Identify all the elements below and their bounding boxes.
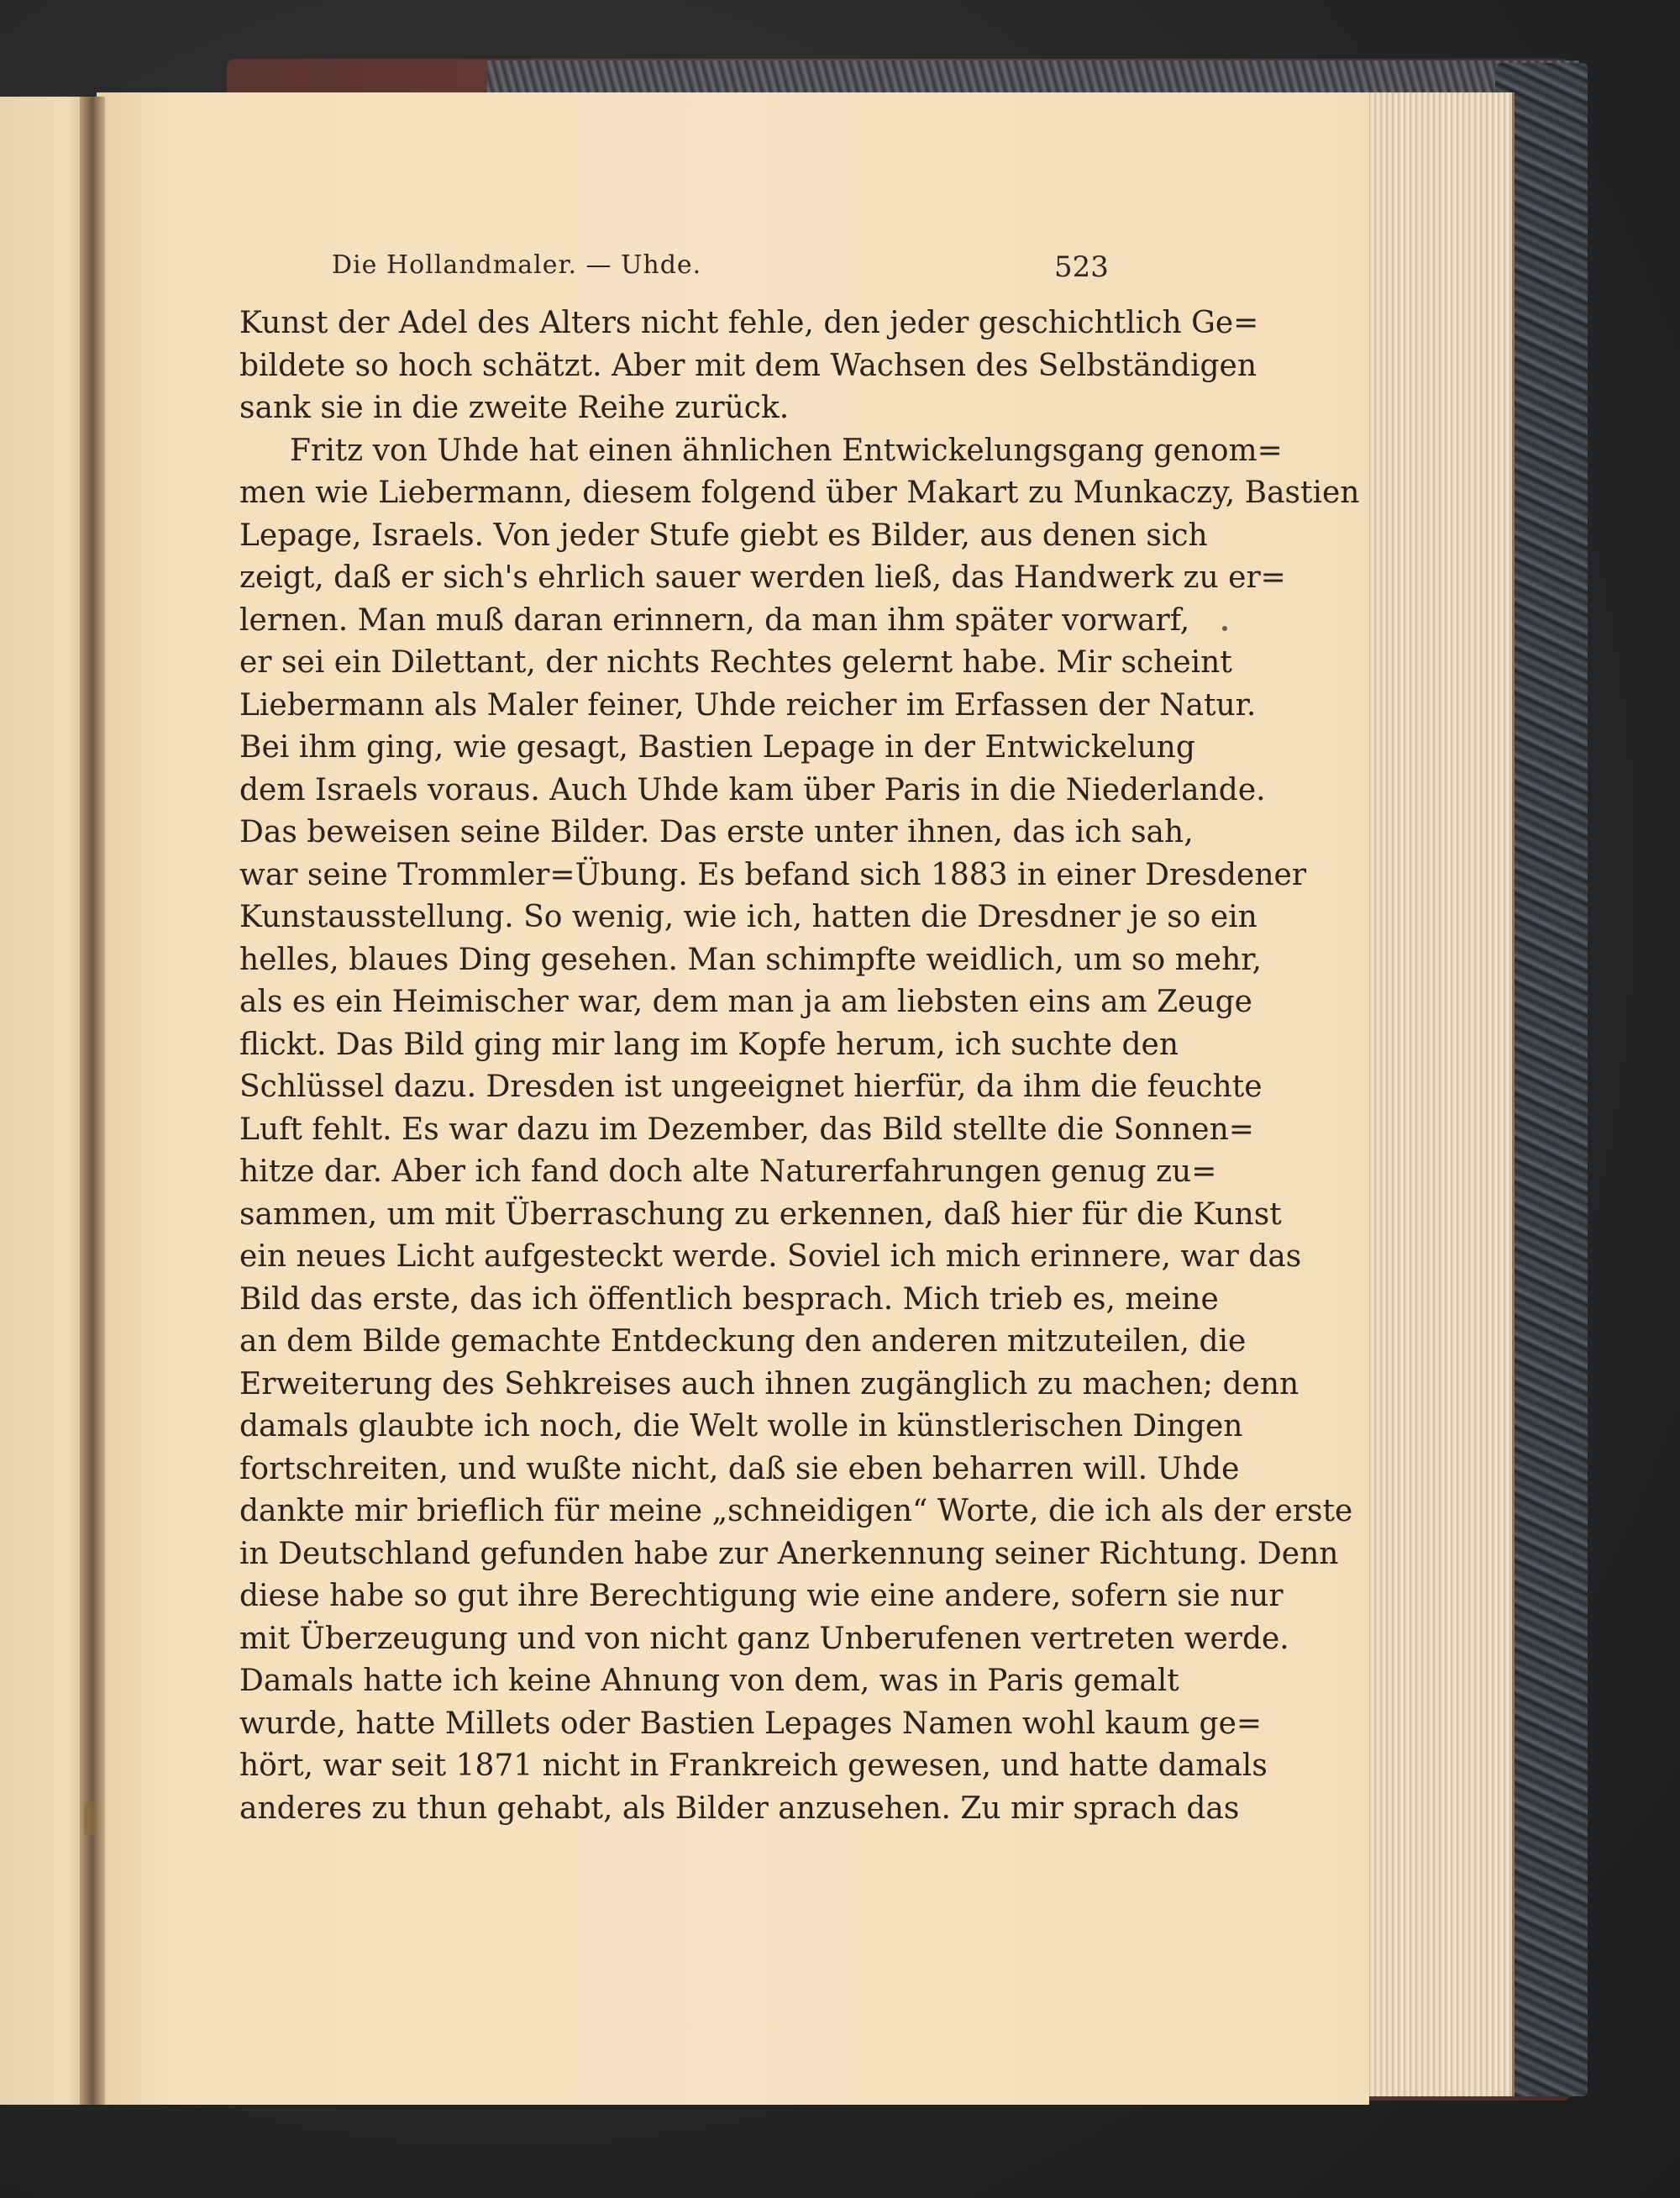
text-line: wurde, hatte Millets oder Bastien Lepages Namen wohl kaum ge=	[239, 1706, 1263, 1741]
text-line: mit Überzeugung und von nicht ganz Unberufenen vertreten werde.	[239, 1621, 1289, 1656]
page-number: 523	[1054, 250, 1109, 284]
text-line: an dem Bilde gemachte Entdeckung den anderen mitzuteilen, die	[239, 1324, 1247, 1359]
text-line: sammen, um mit Überraschung zu erkennen, daß hier für die Kunst	[239, 1196, 1282, 1232]
text-line: zeigt, daß er sich's ehrlich sauer werden ließ, das Handwerk zu er=	[239, 560, 1286, 595]
text-line: als es ein Heimischer war, dem man ja am liebsten eins am Zeuge	[239, 985, 1252, 1019]
text-line: Lepage, Israels. Von jeder Stufe giebt es Bilder, aus denen sich	[239, 518, 1208, 553]
body-text	[239, 302, 1360, 1830]
text-line: er sei ein Dilettant, der nichts Rechtes gelernt habe. Mir scheint	[239, 645, 1232, 680]
text-line: sank sie in die zweite Reihe zurück.	[239, 391, 790, 425]
text-line: helles, blaues Ding gesehen. Man schimpfte weidlich, um so mehr,	[239, 942, 1262, 977]
text-line: Kunst der Adel des Alters nicht fehle, den jeder geschichtlich Ge=	[239, 306, 1259, 340]
text-line: in Deutschland gefunden habe zur Anerkennung seiner Richtung. Denn	[239, 1536, 1339, 1571]
text-line: Bild das erste, das ich öffentlich besprach. Mich trieb es, meine	[239, 1281, 1219, 1317]
text-line: diese habe so gut ihre Berechtigung wie eine andere, sofern sie nur	[239, 1579, 1284, 1613]
text-line: Schlüssel dazu. Dresden ist ungeeignet hierfür, da ihm die feuchte	[239, 1070, 1263, 1104]
text-line: Erweiterung des Sehkreises auch ihnen zugänglich zu machen; denn	[239, 1366, 1299, 1401]
page-edges	[1365, 92, 1515, 2096]
text-line: dem Israels voraus. Auch Uhde kam über Paris in die Niederlande.	[239, 772, 1266, 807]
text-line: Liebermann als Maler feiner, Uhde reicher im Erfassen der Natur.	[239, 687, 1257, 723]
text-line: Luft fehlt. Es war dazu im Dezember, das Bild stellte die Sonnen=	[239, 1112, 1254, 1147]
text-line: dankte mir brieflich für meine „schneidigen“ Worte, die ich als der erste	[239, 1494, 1353, 1528]
running-head: Die Hollandmaler. — Uhde.	[332, 250, 702, 280]
text-line: Kunstausstellung. So wenig, wie ich, hatten die Dresdner je so ein	[239, 900, 1257, 934]
text-line: hitze dar. Aber ich fand doch alte Naturerfahrungen genug zu=	[239, 1154, 1217, 1189]
text-line: lernen. Man muß daran erinnern, da man ihm später vorwarf,	[239, 602, 1190, 638]
text-line: fortschreiten, und wußte nicht, daß sie eben beharren will. Uhde	[239, 1451, 1240, 1486]
text-line: damals glaubte ich noch, die Welt wolle in künstlerischen Dingen	[239, 1409, 1243, 1443]
text-line: Bei ihm ging, wie gesagt, Bastien Lepage in der Entwickelung	[239, 730, 1195, 765]
text-line: Damals hatte ich keine Ahnung von dem, was in Paris gemalt	[239, 1664, 1179, 1698]
text-line: Fritz von Uhde hat einen ähnlichen Entwickelungsgang genom=	[290, 433, 1283, 468]
text-line: men wie Liebermann, diesem folgend über Makart zu Munkaczy, Bastien	[239, 476, 1360, 510]
text-line: hört, war seit 1871 nicht in Frankreich gewesen, und hatte damals	[239, 1748, 1268, 1783]
text-line: anderes zu thun gehabt, als Bilder anzusehen. Zu mir sprach das	[239, 1790, 1240, 1826]
page-speck	[1222, 626, 1227, 631]
text-line: Das beweisen seine Bilder. Das erste unter ihnen, das ich sah,	[239, 815, 1194, 849]
page-smudge	[84, 1802, 96, 1836]
text-line: bildete so hoch schätzt. Aber mit dem Wachsen des Selbständigen	[239, 348, 1257, 383]
text-line: war seine Trommler=Übung. Es befand sich 1883 in einer Dresdener	[239, 857, 1307, 892]
text-line: ein neues Licht aufgesteckt werde. Soviel ich mich erinnere, war das	[239, 1239, 1302, 1274]
text-line: flickt. Das Bild ging mir lang im Kopfe herum, ich suchte den	[239, 1027, 1179, 1062]
